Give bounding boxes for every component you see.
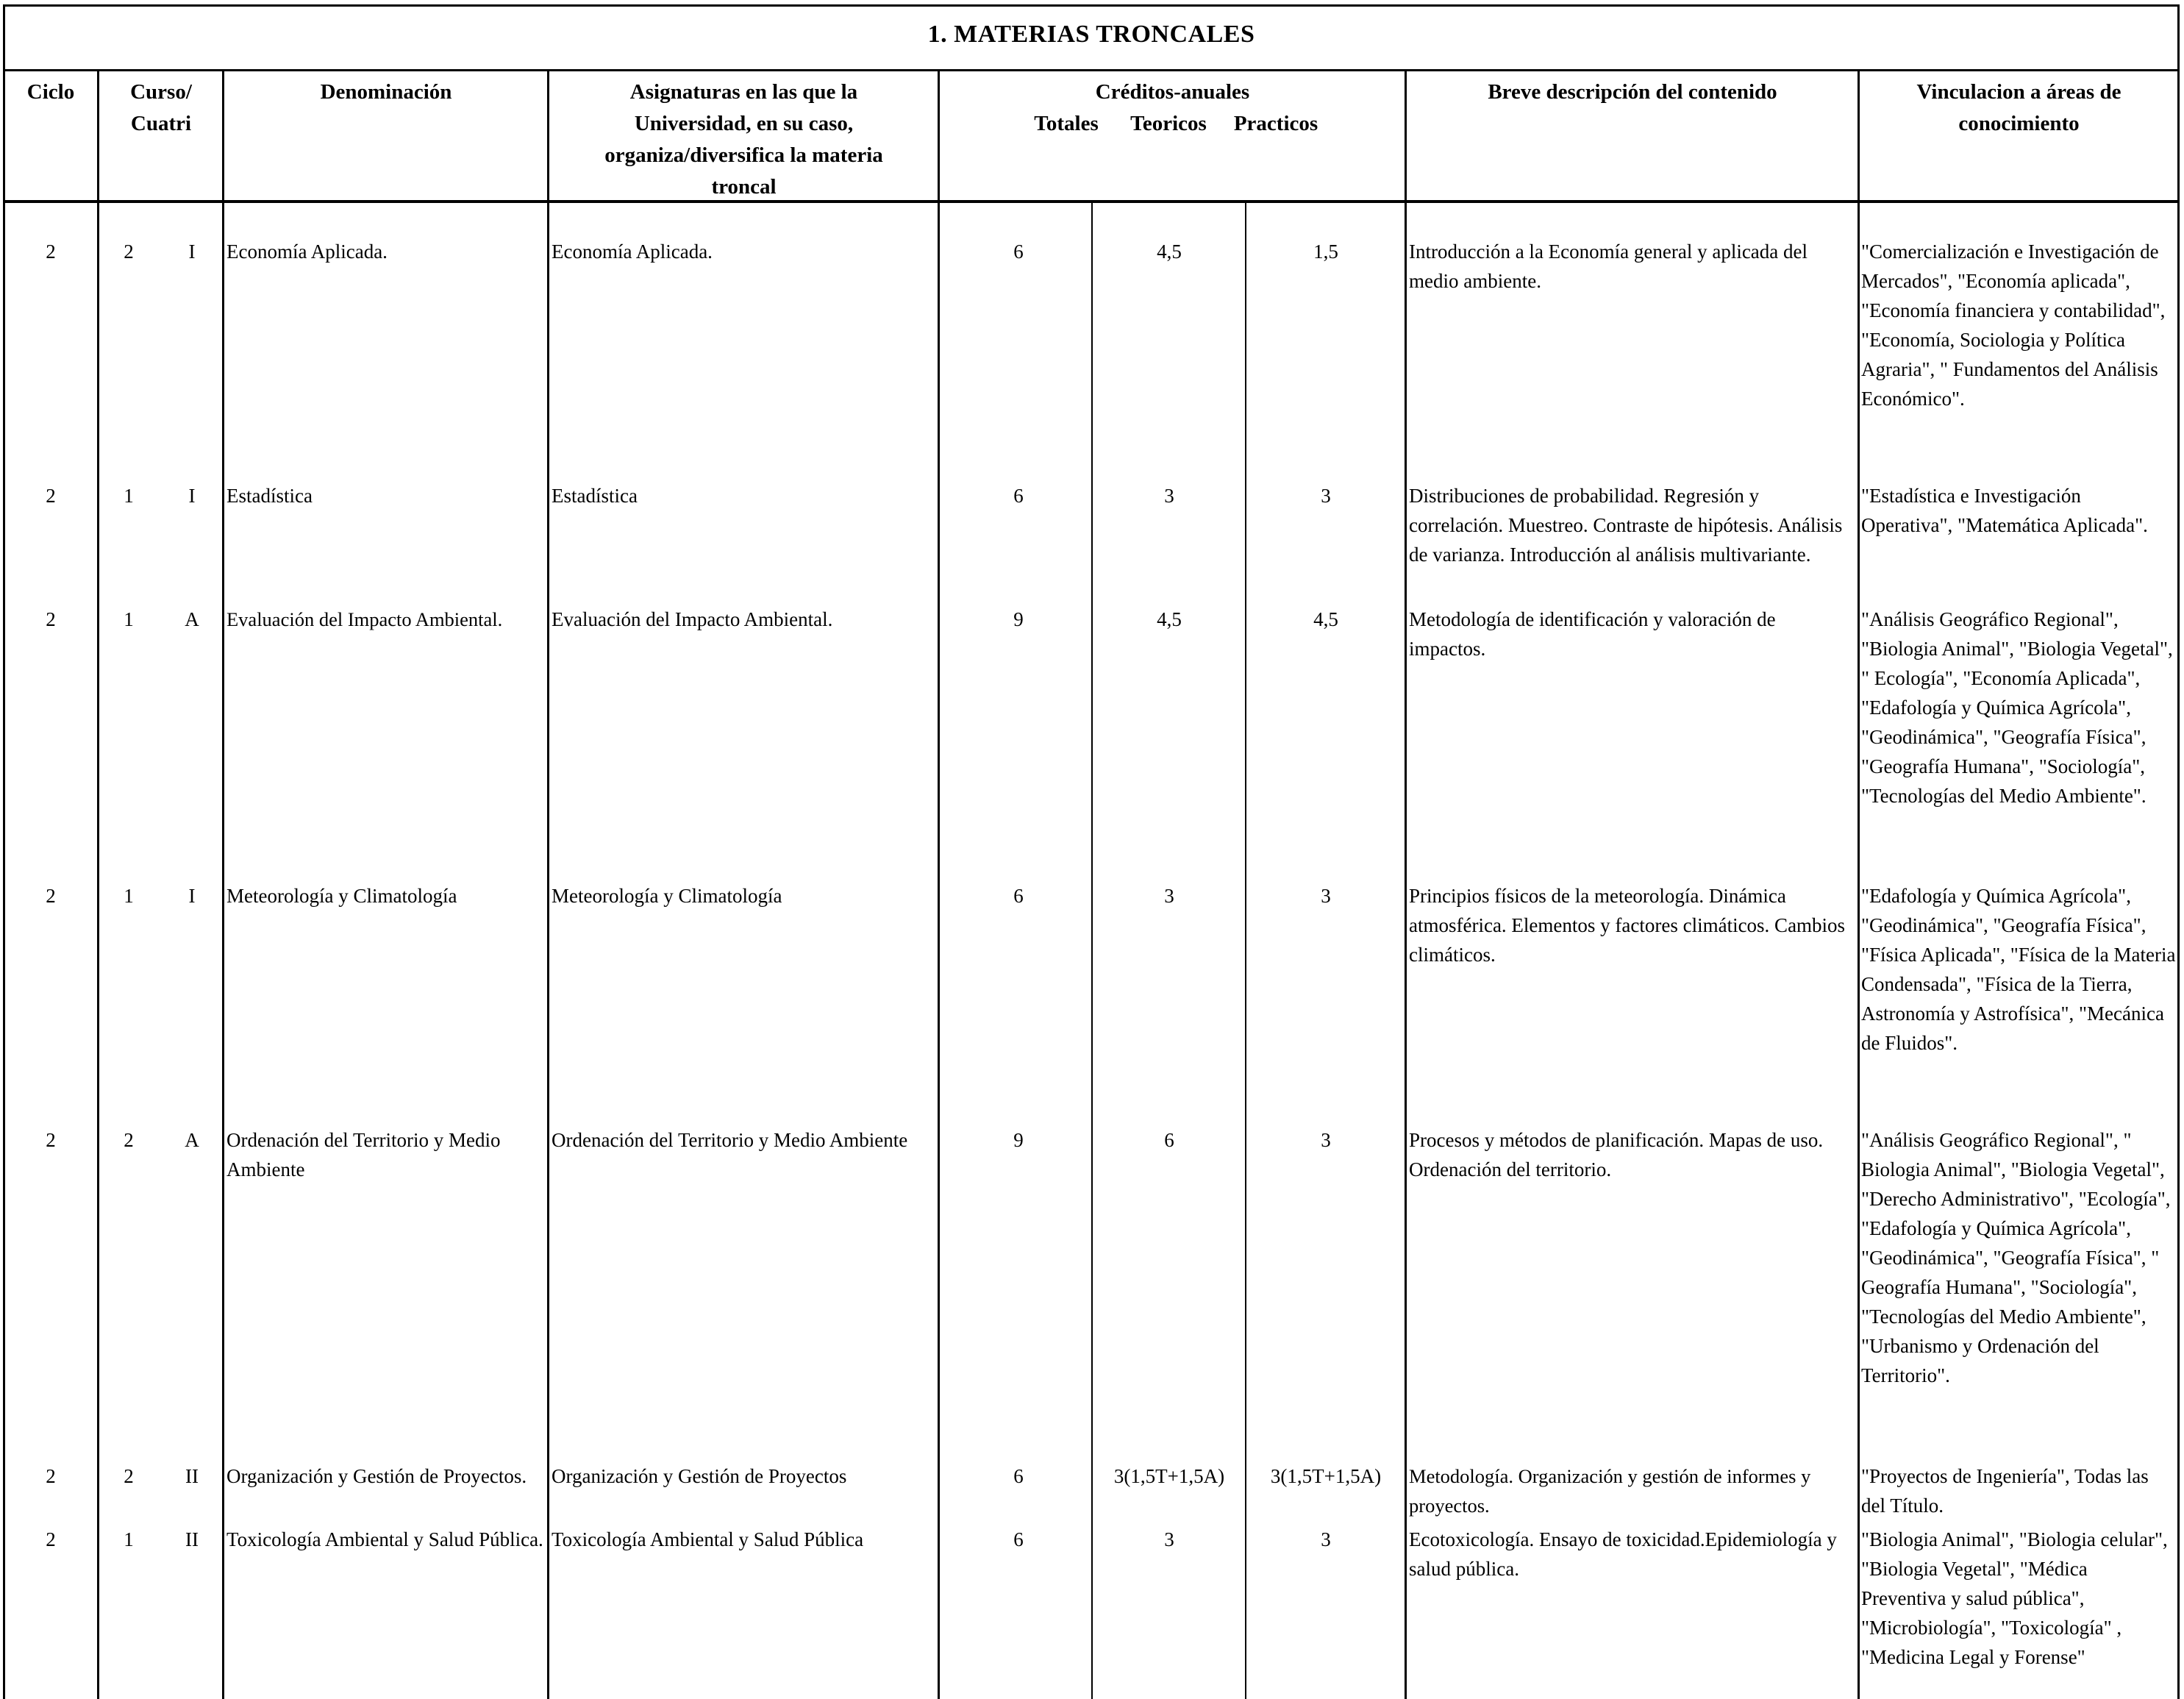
row-descripcion: Procesos y métodos de planificación. Mapas de uso. Ordenación del territorio. — [1409, 1129, 1824, 1180]
row-vinculacion: "Análisis Geográfico Regional", "Biologia Animal", "Biologia Vegetal", " Ecología", "Economía Aplicada", "Edafología y Química Agrícola", "Geodinámica", "Geografía Física", "Geografía Humana", "Sociología", "Tecnologías del Medio Ambiente". — [1861, 608, 2173, 807]
header-curso: Curso/ — [130, 80, 192, 104]
row-teoricos: 3 — [1164, 485, 1174, 507]
row-asignatura: Meteorología y Climatología — [552, 885, 782, 907]
header-asignaturas-2: Universidad, en su caso, — [634, 112, 854, 135]
row-totales: 6 — [1013, 241, 1024, 263]
row-descripcion: Distribuciones de probabilidad. Regresión y correlación. Muestreo. Contraste de hipótesis. Análisis de varianza. Introducción al análisis multivariante. — [1409, 485, 1843, 566]
row-practicos: 3 — [1321, 485, 1331, 507]
row-curso: 1 — [124, 885, 134, 907]
table-title: 1. MATERIAS TRONCALES — [927, 21, 1255, 48]
row-cuatri: I — [188, 241, 196, 263]
col-sep-totales — [1091, 202, 1093, 1699]
row-ciclo: 2 — [46, 1528, 56, 1550]
row-descripcion: Metodología. Organización y gestión de informes y proyectos. — [1409, 1465, 1811, 1517]
row-teoricos: 3(1,5T+1,5A) — [1113, 1465, 1225, 1487]
col-sep-asignaturas — [938, 69, 940, 1699]
col-sep-creditos — [1405, 69, 1407, 1699]
row-practicos: 1,5 — [1313, 241, 1338, 263]
row-practicos: 4,5 — [1313, 608, 1338, 630]
row-ciclo: 2 — [46, 885, 56, 907]
row-totales: 6 — [1013, 1528, 1024, 1550]
row-cuatri: II — [185, 1465, 199, 1487]
row-asignatura: Evaluación del Impacto Ambiental. — [552, 608, 833, 630]
row-vinculacion: "Estadística e Investigación Operativa", "Matemática Aplicada". — [1861, 485, 2148, 536]
row-cuatri: I — [188, 485, 196, 507]
col-sep-descripcion — [1858, 69, 1860, 1699]
row-descripcion: Ecotoxicología. Ensayo de toxicidad.Epidemiología y salud pública. — [1409, 1528, 1837, 1580]
row-vinculacion: "Proyectos de Ingeniería", Todas las del Título. — [1861, 1465, 2149, 1517]
header-asignaturas-1: Asignaturas en las que la — [629, 80, 858, 104]
header-practicos: Practicos — [1233, 112, 1318, 135]
row-ciclo: 2 — [46, 1465, 56, 1487]
row-asignatura: Toxicología Ambiental y Salud Pública — [552, 1528, 864, 1550]
row-cuatri: A — [185, 608, 199, 630]
row-descripcion: Metodología de identificación y valoración de impactos. — [1409, 608, 1776, 660]
row-ciclo: 2 — [46, 241, 56, 263]
row-descripcion: Introducción a la Economía general y aplicada del medio ambiente. — [1409, 241, 1808, 292]
row-teoricos: 3 — [1164, 885, 1174, 907]
header-asignaturas-4: troncal — [711, 175, 777, 199]
row-ciclo: 2 — [46, 1129, 56, 1151]
row-curso: 1 — [124, 608, 134, 630]
row-cuatri: A — [185, 1129, 199, 1151]
row-curso: 1 — [124, 1528, 134, 1550]
row-denominacion: Economía Aplicada. — [226, 241, 388, 263]
frame-right-line — [2177, 4, 2180, 1699]
frame-top-line — [3, 4, 2180, 7]
header-descripcion: Breve descripción del contenido — [1488, 80, 1777, 104]
row-denominacion: Evaluación del Impacto Ambiental. — [226, 608, 503, 630]
row-practicos: 3 — [1321, 1129, 1331, 1151]
row-denominacion: Organización y Gestión de Proyectos. — [226, 1465, 527, 1487]
row-practicos: 3 — [1321, 1528, 1331, 1550]
row-asignatura: Economía Aplicada. — [552, 241, 713, 263]
row-ciclo: 2 — [46, 485, 56, 507]
row-practicos: 3(1,5T+1,5A) — [1270, 1465, 1382, 1487]
row-denominacion: Ordenación del Territorio y Medio Ambiente — [226, 1129, 501, 1180]
row-vinculacion: "Análisis Geográfico Regional", " Biologia Animal", "Biologia Vegetal", "Derecho Administrativo", "Ecología", "Edafología y Química Agrícola", "Geodinámica", "Geografía Física", " Geografía Humana", "Sociología", "Tecnologías del Medio Ambiente", "Urbanismo y Ordenación del Territorio". — [1861, 1129, 2171, 1386]
col-sep-denominacion — [547, 69, 549, 1699]
header-denominacion: Denominación — [320, 80, 452, 104]
row-descripcion: Principios físicos de la meteorología. Dinámica atmosférica. Elementos y factores climáticos. Cambios climáticos. — [1409, 885, 1846, 966]
row-teoricos: 4,5 — [1157, 241, 1182, 263]
row-curso: 2 — [124, 1465, 134, 1487]
row-totales: 6 — [1013, 885, 1024, 907]
row-asignatura: Estadística — [552, 485, 638, 507]
row-ciclo: 2 — [46, 608, 56, 630]
row-curso: 1 — [124, 485, 134, 507]
header-vinculacion-2: conocimiento — [1958, 112, 2080, 135]
row-totales: 6 — [1013, 485, 1024, 507]
header-teoricos: Teoricos — [1130, 112, 1207, 135]
frame-title-line — [3, 69, 2180, 71]
header-ciclo: Ciclo — [26, 80, 75, 104]
col-sep-curso — [222, 69, 224, 1699]
row-totales: 6 — [1013, 1465, 1024, 1487]
header-cuatri: Cuatri — [130, 112, 192, 135]
row-denominacion: Toxicología Ambiental y Salud Pública. — [226, 1528, 543, 1550]
col-sep-teoricos — [1245, 202, 1246, 1699]
row-totales: 9 — [1013, 608, 1024, 630]
row-denominacion: Meteorología y Climatología — [226, 885, 457, 907]
row-totales: 9 — [1013, 1129, 1024, 1151]
row-asignatura: Organización y Gestión de Proyectos — [552, 1465, 847, 1487]
row-asignatura: Ordenación del Territorio y Medio Ambiente — [552, 1129, 908, 1151]
row-cuatri: I — [188, 885, 196, 907]
row-teoricos: 4,5 — [1157, 608, 1182, 630]
row-vinculacion: "Biologia Animal", "Biologia celular", "Biologia Vegetal", "Médica Preventiva y salud pública", "Microbiología", "Toxicología" , "Medicina Legal y Forense" — [1861, 1528, 2168, 1668]
row-cuatri: II — [185, 1528, 199, 1550]
row-teoricos: 6 — [1164, 1129, 1174, 1151]
header-totales: Totales — [1034, 112, 1099, 135]
row-vinculacion: "Comercialización e Investigación de Mercados", "Economía aplicada", "Economía financiera y contabilidad", "Economía, Sociologia y Política Agraria", " Fundamentos del Análisis Económico". — [1861, 241, 2166, 410]
row-curso: 2 — [124, 1129, 134, 1151]
row-teoricos: 3 — [1164, 1528, 1174, 1550]
row-vinculacion: "Edafología y Química Agrícola", "Geodinámica", "Geografía Física", "Física Aplicada", "Física de la Materia Condensada", "Física de la Tierra, Astronomía y Astrofísica", "Mecánica de Fluidos". — [1861, 885, 2176, 1054]
row-practicos: 3 — [1321, 885, 1331, 907]
row-denominacion: Estadística — [226, 485, 313, 507]
row-curso: 2 — [124, 241, 134, 263]
header-creditos: Créditos-anuales — [1095, 80, 1250, 104]
header-vinculacion-1: Vinculacion a áreas de — [1916, 80, 2121, 104]
header-asignaturas-3: organiza/diversifica la materia — [604, 143, 883, 167]
